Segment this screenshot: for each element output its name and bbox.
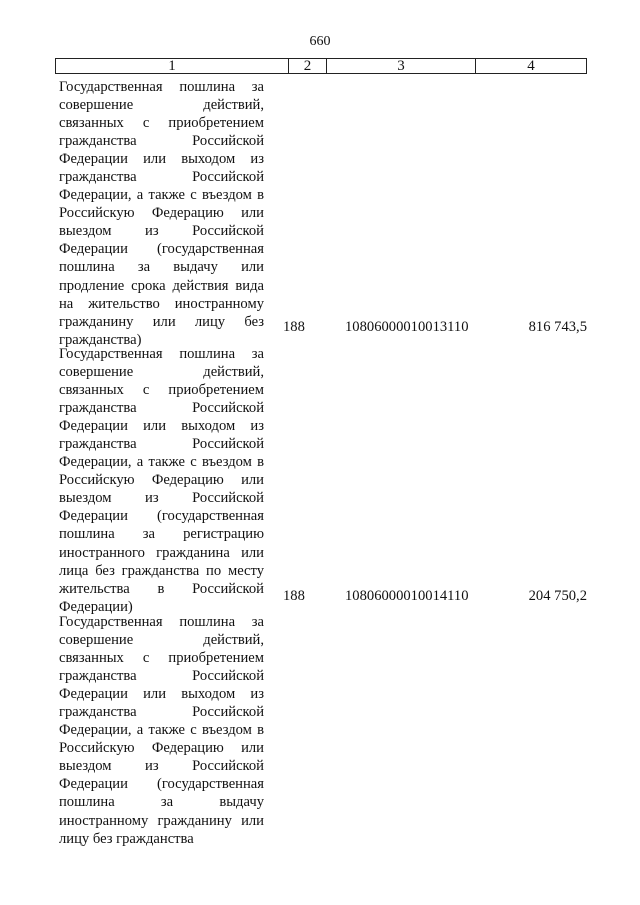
description-line: гражданства Российской (59, 133, 264, 150)
header-col-2: 2 (289, 59, 327, 74)
description-line: Государственная пошлина за (59, 614, 264, 630)
description-line: выездом из Российской (59, 490, 264, 507)
column-header-table (55, 58, 587, 74)
description-line: пошлина за выдачу (59, 794, 264, 811)
description-line: связанных с приобретением (59, 382, 264, 399)
header-col-1: 1 (56, 59, 289, 74)
description-line: Федерации, а также с въездом в (59, 722, 264, 739)
description-line: гражданства Российской (59, 704, 264, 721)
description-line: Государственная пошлина за (59, 346, 264, 362)
description-line: на жительство иностранному (59, 295, 264, 312)
table-row (59, 613, 587, 848)
header-col-4: 4 (476, 59, 587, 74)
row-amount: 816 743,5 (528, 319, 587, 335)
description-line: Федерации, а также с въездом в (59, 187, 264, 204)
description-line: пошлина за выдачу или (59, 259, 264, 276)
header-col-3: 3 (327, 59, 476, 74)
description-line: Федерации (государственная (59, 776, 264, 793)
row-description (59, 78, 264, 349)
table-row (59, 345, 587, 616)
description-line: гражданства Российской (59, 400, 264, 417)
description-line: Федерации или выходом из (59, 151, 264, 168)
row-admin-code: 188 (283, 588, 305, 604)
description-line: Государственная пошлина за (59, 79, 264, 95)
description-line: гражданства Российской (59, 436, 264, 453)
description-line: Федерации или выходом из (59, 686, 264, 703)
row-amount: 204 750,2 (528, 588, 587, 604)
description-line: лицу без гражданства (59, 830, 194, 847)
description-line: иностранному гражданину или (59, 812, 264, 829)
description-line: Федерации или выходом из (59, 418, 264, 435)
table-row (59, 78, 587, 349)
description-line: пошлина за регистрацию (59, 526, 264, 543)
description-line: продление срока действия вида (59, 277, 264, 294)
description-line: связанных с приобретением (59, 115, 264, 132)
description-line: Федерации (государственная (59, 241, 264, 258)
row-budget-code: 10806000010013110 (345, 319, 469, 335)
page-number: 660 (309, 34, 331, 49)
description-line: выездом из Российской (59, 223, 264, 240)
description-line: выездом из Российской (59, 758, 264, 775)
description-line: гражданства Российской (59, 169, 264, 186)
description-line: Российскую Федерацию или (59, 740, 264, 757)
row-admin-code: 188 (283, 319, 305, 335)
description-line: жительства в Российской (59, 580, 264, 597)
description-line: гражданства Российской (59, 668, 264, 685)
description-line: лица без гражданства по месту (59, 562, 264, 579)
description-line: совершение действий, (59, 364, 264, 381)
description-line: совершение действий, (59, 632, 264, 649)
description-line: связанных с приобретением (59, 650, 264, 667)
row-description (59, 613, 264, 848)
description-line: гражданства) (59, 331, 142, 348)
row-budget-code: 10806000010014110 (345, 588, 469, 604)
description-line: Российскую Федерацию или (59, 205, 264, 222)
description-line: иностранного гражданина или (59, 544, 264, 561)
description-line: Федерации, а также с въездом в (59, 454, 264, 471)
description-line: гражданину или лицу без (59, 313, 264, 330)
description-line: совершение действий, (59, 97, 264, 114)
row-description (59, 345, 264, 616)
description-line: Российскую Федерацию или (59, 472, 264, 489)
description-line: Федерации) (59, 598, 133, 615)
description-line: Федерации (государственная (59, 508, 264, 525)
